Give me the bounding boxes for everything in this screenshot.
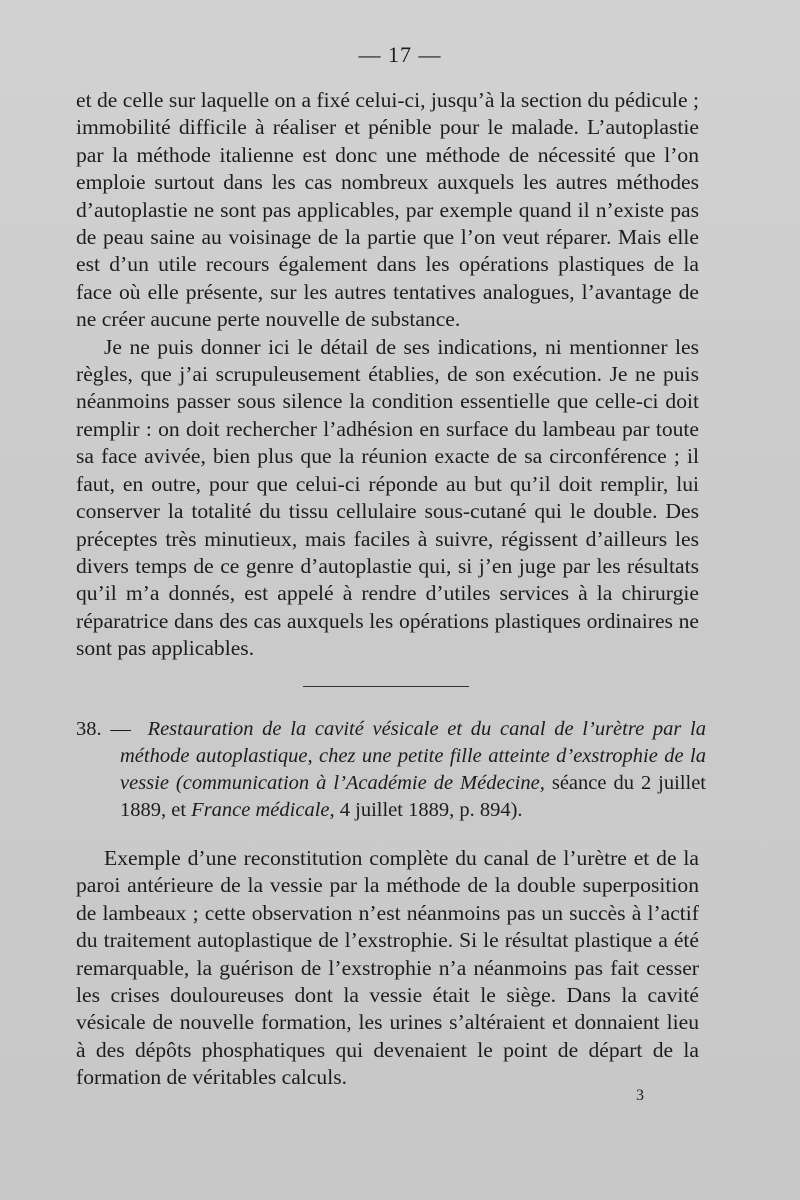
paragraph-indications: Je ne puis donner ici le détail de ses indications, ni mentionner les règles, que j’ai scrupuleusement établies, de son exécution. Je ne puis néanmoins passer sous silence la condition essentielle que celle-ci doit remplir : on doit rechercher l’adhésion en surface du lambeau par toute sa face avivée, bien plus que la réunion exacte de sa circonférence ; il faut, en outre, pour que celui-ci réponde au but qu’il doit remplir, lui conserver la totalité du tissu cellulaire sous-cutané qui le double. Des préceptes très minutieux, mais faciles à suivre, régissent d’ailleurs les divers temps de ce genre d’autoplastie qui, si j’en juge par les résultats qu’il m’a donnés, est appelé à rendre d’utiles services à la chirurgie réparatrice dans des cas auxquels les opérations plastiques ordinaires ne sont pas applicables. xyxy=(76,334,699,661)
section-divider xyxy=(303,686,469,687)
reference-citation: 4 juillet 1889, p. 894). xyxy=(339,799,523,821)
paragraph-continuation: et de celle sur laquelle on a fixé celui-ci, jusqu’à la section du pédicule ; immobilité difficile à réaliser et pénible pour le malade. L’autoplastie par la méthode italienne est donc une méthode de nécessité que l’on emploie surtout dans les cas nombreux auxquels les autres méthodes d’autoplastie ne sont pas applicables, par exemple quand il n’existe pas de peau saine au voisinage de la partie que l’on veut réparer. Mais elle est d’un utile recours également dans les opérations plastiques de la face où elle présente, sur les autres tentatives analogues, l’avantage de ne créer aucune perte nouvelle de substance. xyxy=(76,88,699,332)
reference-number: 38. — xyxy=(76,718,131,740)
signature-mark: 3 xyxy=(636,1087,644,1104)
page-number: — 17 — xyxy=(358,42,442,67)
reference-title: Restauration de la cavité vésicale et du canal de l’urètre par la méthode autoplastique, chez une petite fille atteinte d’exstrophie de la vessie (communication à l’Académie de Médecine, xyxy=(120,718,707,794)
body-section-2 xyxy=(76,845,699,1092)
reference-entry-38 xyxy=(76,716,706,824)
reference-journal: France médicale, xyxy=(191,799,335,821)
body-section-1 xyxy=(76,87,699,663)
reference-session: séance du 2 juillet 1889, et xyxy=(120,772,707,821)
paragraph-example: Exemple d’une reconstitution complète du canal de l’urètre et de la paroi antérieure de la vessie par la méthode de la double superposition de lambeaux ; cette observation n’est néanmoins pas un succès à l’actif du traitement autoplastique de l’exstrophie. Si le résultat plastique a été remarquable, la guérison de l’exstrophie n’a néanmoins pas fait cesser les crises douloureuses dont la vessie était le siège. Dans la cavité vésicale de nouvelle formation, les urines s’altéraient et donnaient lieu à des dépôts phosphatiques qui devenaient le point de départ de la formation de véritables calculs. xyxy=(76,846,699,1090)
